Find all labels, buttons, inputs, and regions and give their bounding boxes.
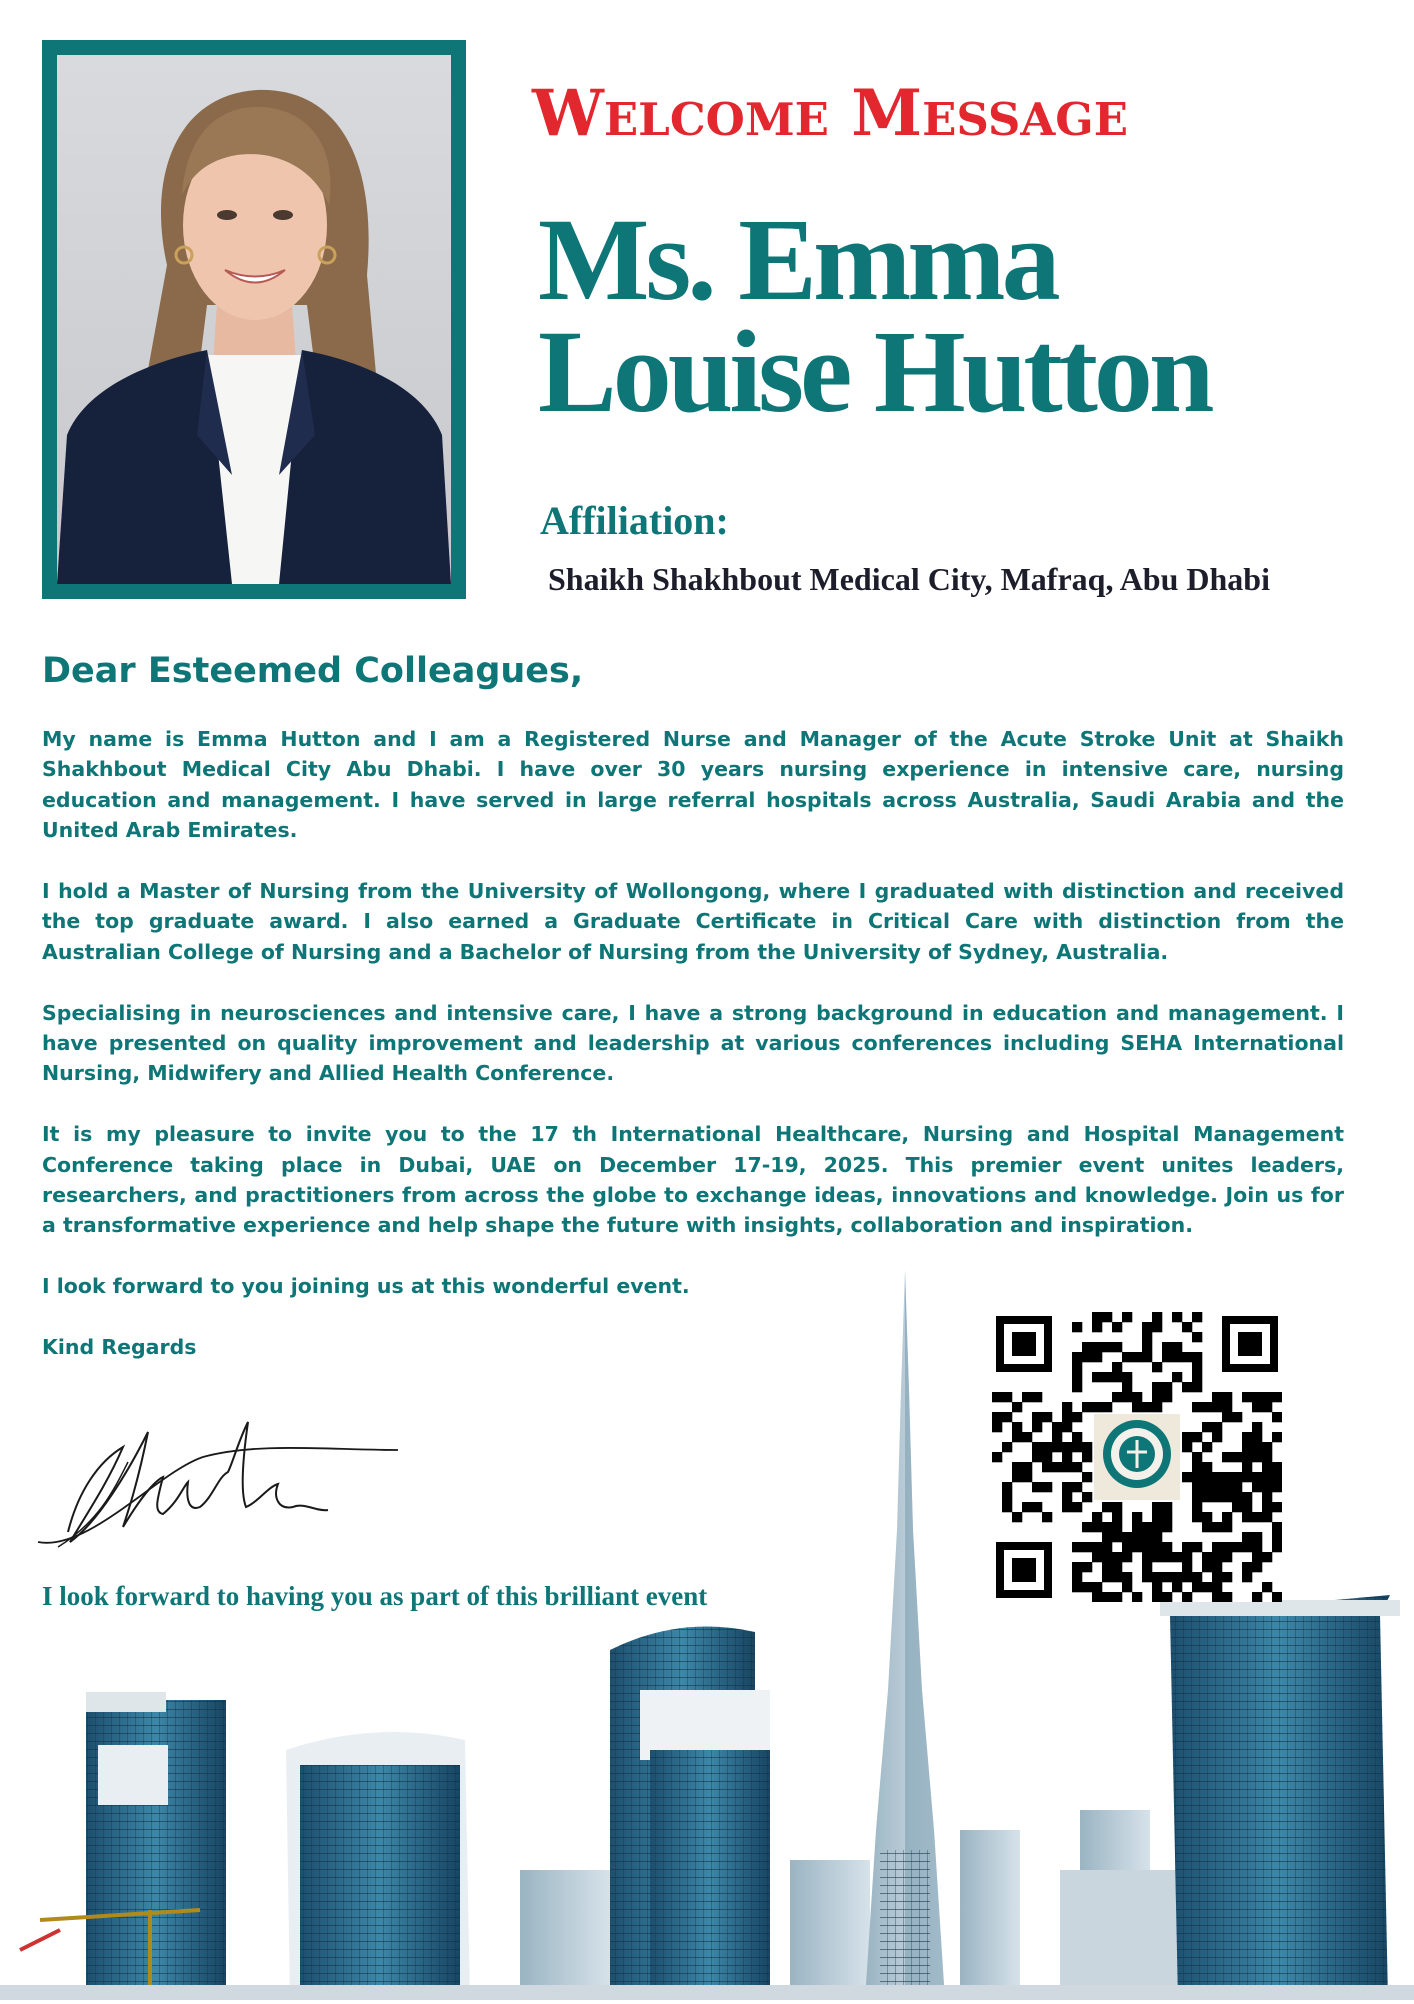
portrait-frame xyxy=(42,40,466,599)
signature-drawing xyxy=(28,1402,408,1562)
qr-code-graphic[interactable] xyxy=(992,1312,1282,1602)
welcome-title: Welcome Message xyxy=(532,76,1129,151)
letter-paragraph: I look forward to you joining us at this wonderful event. xyxy=(42,1274,690,1299)
affiliation-label: Affiliation: xyxy=(540,498,729,543)
letter-paragraph: It is my pleasure to invite you to the 17 th International Healthcare, Nursing and Hospital Management Conference taking place in Dubai, UAE on December 17-19, 2025. This premier event unites leaders, researchers, and practitioners from across the globe to exchange ideas, innovations and knowledge. Join us for a transformative experience and help shape the future with insights, collaboration and inspiration. xyxy=(42,1122,1344,1238)
letter-paragraph: Specialising in neurosciences and intensive care, I have a strong background in education and management. I have presented on quality improvement and leadership at various conferences including SEHA International Nursing, Midwifery and Allied Health Conference. xyxy=(42,1000,1344,1086)
qr-code[interactable] xyxy=(992,1312,1282,1602)
affiliation-value: Shaikh Shakhbout Medical City, Mafraq, Abu Dhabi xyxy=(548,561,1270,597)
closing-line: I look forward to having you as part of this brilliant event xyxy=(42,1581,708,1611)
letter-paragraph: My name is Emma Hutton and I am a Registered Nurse and Manager of the Acute Stroke Unit at Shaikh Shakhbout Medical City Abu Dhabi. I have over 30 years nursing experience in intensive care, nursing education and management. I have served in large referral hospitals across Australia, Saudi Arabia and the United Arab Emirates. xyxy=(42,727,1344,843)
portrait-photo xyxy=(57,55,451,584)
letter-paragraph: I hold a Master of Nursing from the University of Wollongong, where I graduated with distinction and received the top graduate award. I also earned a Graduate Certificate in Critical Care with distinction from the Australian College of Nursing and a Bachelor of Nursing from the University of Sydney, Australia. xyxy=(42,879,1344,964)
speaker-name: Ms. Emma Louise Hutton xyxy=(538,194,1211,437)
letter-greeting: Dear Esteemed Colleagues, xyxy=(42,651,584,691)
portrait-illustration xyxy=(57,55,451,584)
signature-image xyxy=(28,1402,408,1562)
sign-off: Kind Regards xyxy=(42,1335,197,1360)
